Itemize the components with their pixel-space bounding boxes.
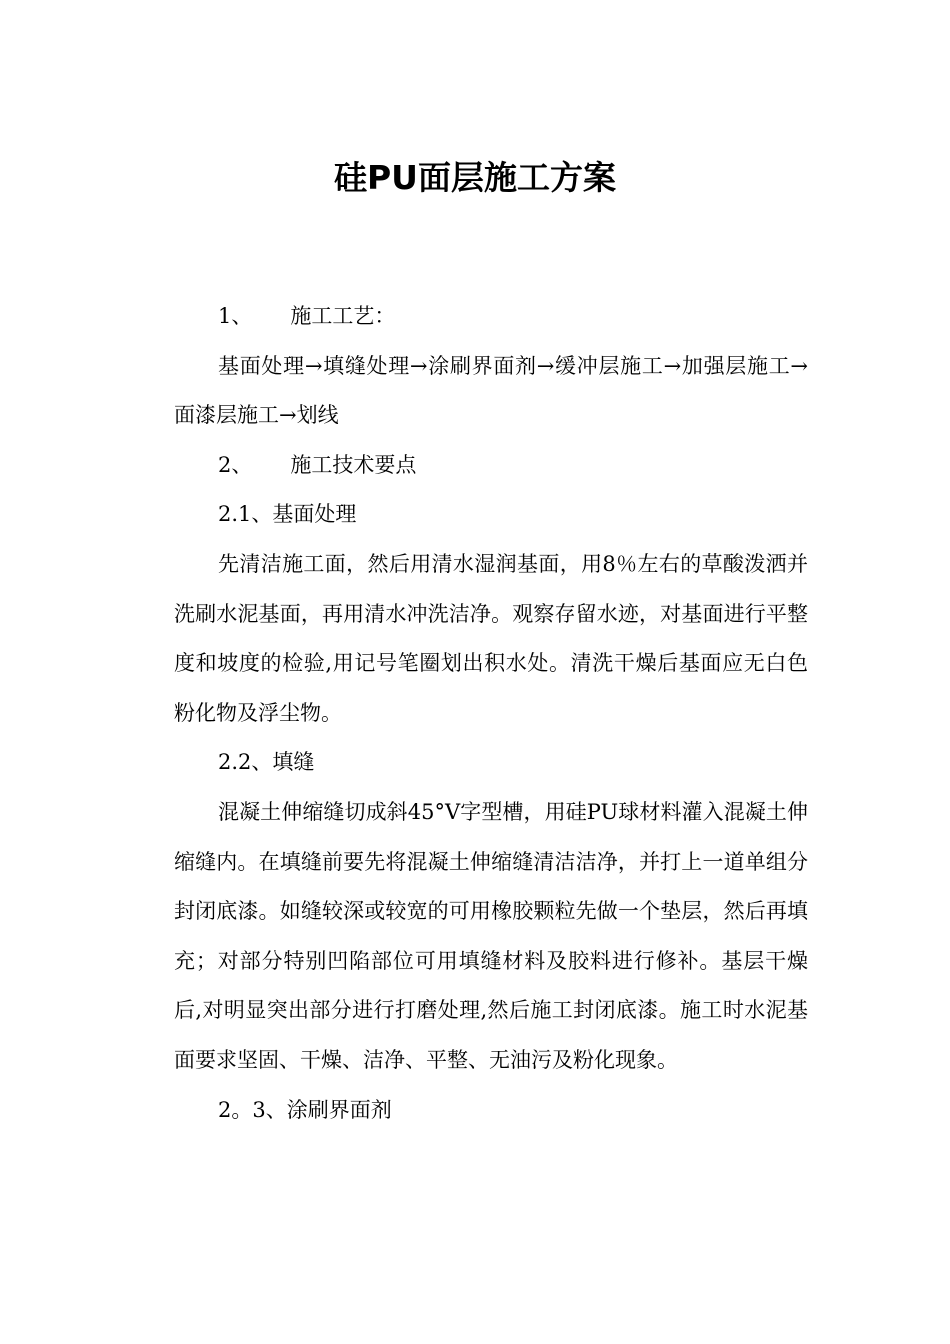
section-number: 1、 xyxy=(218,304,253,328)
section-label: 施工工艺： xyxy=(290,304,396,328)
section-heading-1 xyxy=(174,292,808,342)
document-title: 硅PU面层施工方案 xyxy=(334,158,616,197)
paragraph-base-treatment: 先清洁施工面，然后用清水湿润基面，用8％左右的草酸泼洒并洗刷水泥基面，再用清水冲洗洁净。观察存留水迹，对基面进行平整度和坡度的检验,用记号笔圈划出积水处。清洗干燥后基面应无白色粉化物及浮尘物。 xyxy=(174,551,808,725)
subheading-2-3: 2。3、涂刷界面剂 xyxy=(218,1097,392,1122)
subheading-2-1: 2.1、基面处理 xyxy=(218,502,357,527)
paragraph-joint-filling: 混凝土伸缩缝切成斜45°V字型槽，用硅PU球材料灌入混凝土伸缩缝内。在填缝前要先将混凝土伸缩缝清洁洁净，并打上一道单组分封闭底漆。如缝较深或较宽的可用橡胶颗粒先做一个垫层，然后再填充；对部分特别凹陷部位可用填缝材料及胶料进行修补。基层干燥后,对明显突出部分进行打磨处理,然后施工封闭底漆。施工时水泥基面要求坚固、干燥、洁净、平整、无油污及粉化现象。 xyxy=(174,799,808,1072)
document-body xyxy=(174,292,808,1135)
section-number: 2、 xyxy=(218,452,253,477)
section-heading-2 xyxy=(174,441,808,491)
paragraph-process-flow: 基面处理→填缝处理→涂刷界面剂→缓冲层施工→加强层施工→面漆层施工→划线 xyxy=(174,353,808,428)
subheading-2-2: 2.2、填缝 xyxy=(218,750,315,775)
section-label: 施工技术要点 xyxy=(290,452,417,477)
